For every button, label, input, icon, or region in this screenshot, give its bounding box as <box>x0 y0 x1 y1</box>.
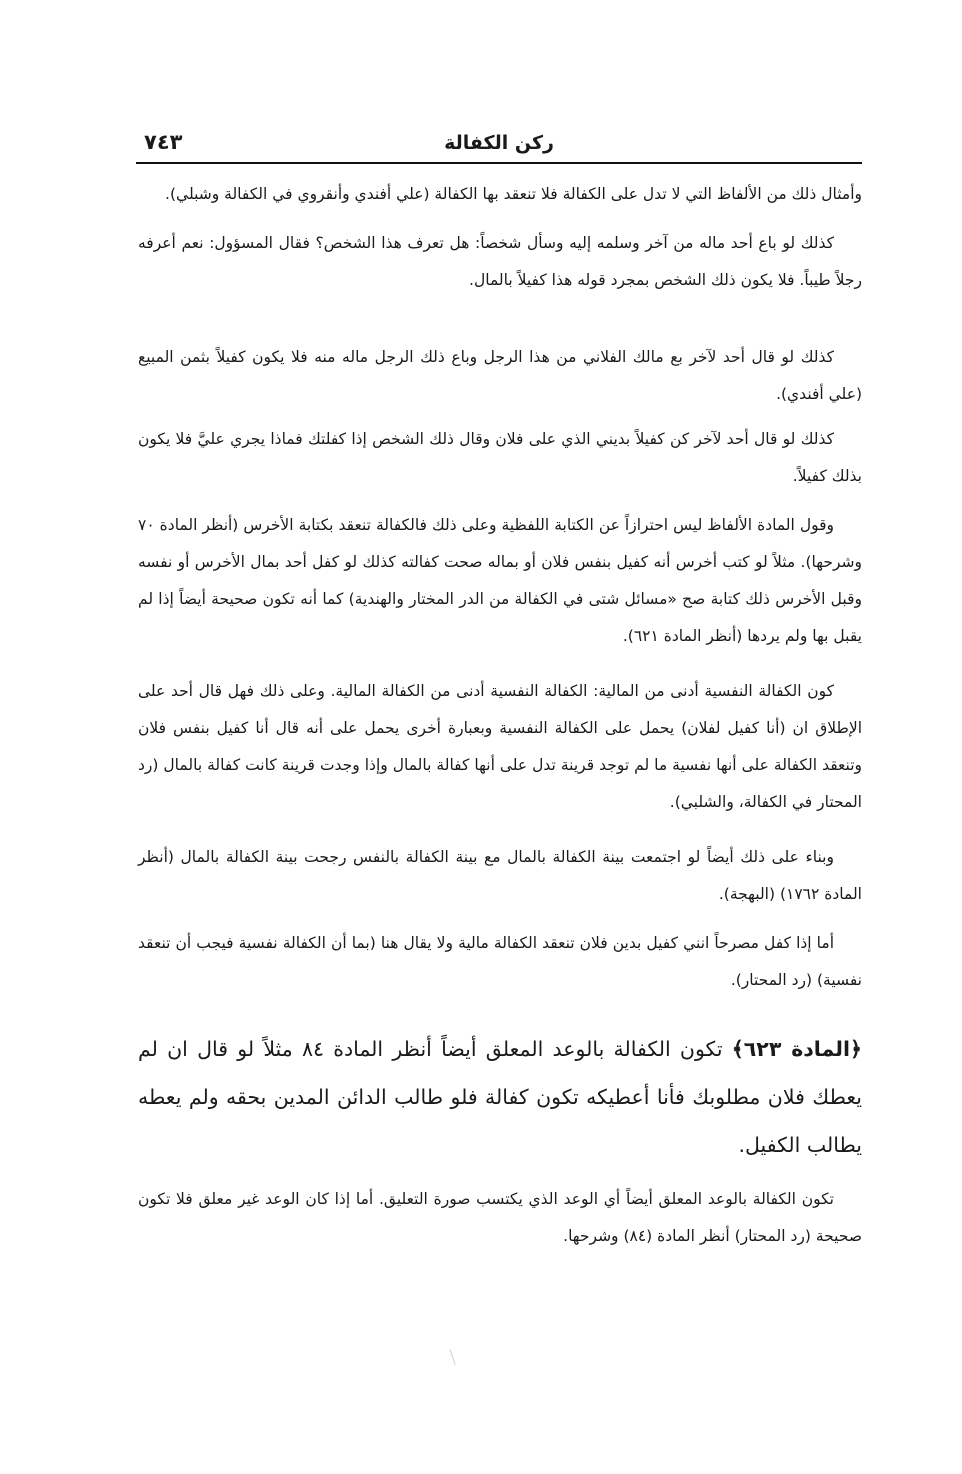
paragraph-4: كذلك لو قال أحد لآخر كن كفيلاً بديني الذي على فلان وقال ذلك الشخص إذا كفلتك فماذا يجري عليَّ فلا يكون بذلك كفيلاً. <box>138 430 862 485</box>
paragraph-3: كذلك لو قال أحد لآخر بع مالك الفلاني من هذا الرجل وباع ذلك الرجل ماله منه فلا يكون كفيلاً بثمن المبيع (علي أفندي). <box>138 348 862 403</box>
stray-mark <box>450 1347 464 1365</box>
paragraph-8: أما إذا كفل مصرحاً انني كفيل بدين فلان تنعقد الكفالة مالية ولا يقال هنا (بما أن الكفالة نفسية فيجب أن تنعقد نفسية) (رد المحتار). <box>138 934 862 989</box>
paragraph-6: كون الكفالة النفسية أدنى من المالية: الكفالة النفسية أدنى من الكفالة المالية. وعلى ذلك فهل قال أحد على الإطلاق ان (أنا كفيل لفلان) يحمل على الكفالة النفسية وبعبارة أخرى يحمل على أنه قال أنا كفيل بنفس فلان وتنعقد الكفالة على أنها نفسية ما لم توجد قرينة تدل على أنها كفالة بالمال وإذا وجدت قرينة كانت كفالة بالمال (رد المحتار في الكفالة، والشلبي). <box>138 682 862 811</box>
running-title: ركن الكفالة <box>444 132 554 154</box>
article-heading: ﴿المادة ٦٢٣﴾ <box>731 1037 862 1061</box>
paragraph-2: كذلك لو باع أحد ماله من آخر وسلمه إليه وسأل شخصاً: هل تعرف هذا الشخص؟ فقال المسؤول: نعم أعرفه رجلاً طيباً. فلا يكون ذلك الشخص بمجرد قوله هذا كفيلاً بالمال. <box>138 234 862 289</box>
paragraph-7: وبناء على ذلك أيضاً لو اجتمعت بينة الكفالة بالمال مع بينة الكفالة بالنفس رجحت بينة الكفالة بالمال (أنظر المادة ١٧٦٢) (البهجة). <box>138 848 862 903</box>
page-number: ٧٤٣ <box>144 130 183 154</box>
article-text: تكون الكفالة بالوعد المعلق أيضاً أنظر المادة ٨٤ مثلاً لو قال ان لم يعطك فلان مطلوبك فأنا أعطيكه تكون كفالة فلو طالب الدائن المدين بحقه ولم يعطه يطالب الكفيل. <box>138 1037 862 1157</box>
page-body <box>138 176 862 1255</box>
paragraph-1: وأمثال ذلك من الألفاظ التي لا تدل على الكفالة فلا تنعقد بها الكفالة (علي أفندي وأنقروي في الكفالة وشبلي). <box>165 185 862 203</box>
paragraph-5: وقول المادة الألفاظ ليس احترازاً عن الكتابة اللفظية وعلى ذلك فالكفالة تنعقد بكتابة الأخرس (أنظر المادة ٧٠ وشرحها). مثلاً لو كتب أخرس أنه كفيل بنفس فلان أو بماله صحت كفالته كذلك لو كفل أحد بمال الأخرس أو نفسه وقبل الأخرس ذلك كتابة صح «مسائل شتى في الكفالة من الدر المختار والهندية) كما أنه تكون صحيحة أيضاً إذا لم يقبل بها ولم يردها (أنظر المادة ٦٢١). <box>138 516 862 645</box>
closing-paragraph: تكون الكفالة بالوعد المعلق أيضاً أي الوعد الذي يكتسب صورة التعليق. أما إذا كان الوعد غير معلق فلا تكون صحيحة (رد المحتار) أنظر المادة (٨٤) وشرحها. <box>138 1190 862 1245</box>
page-header <box>136 128 862 164</box>
article-623 <box>138 1025 862 1169</box>
